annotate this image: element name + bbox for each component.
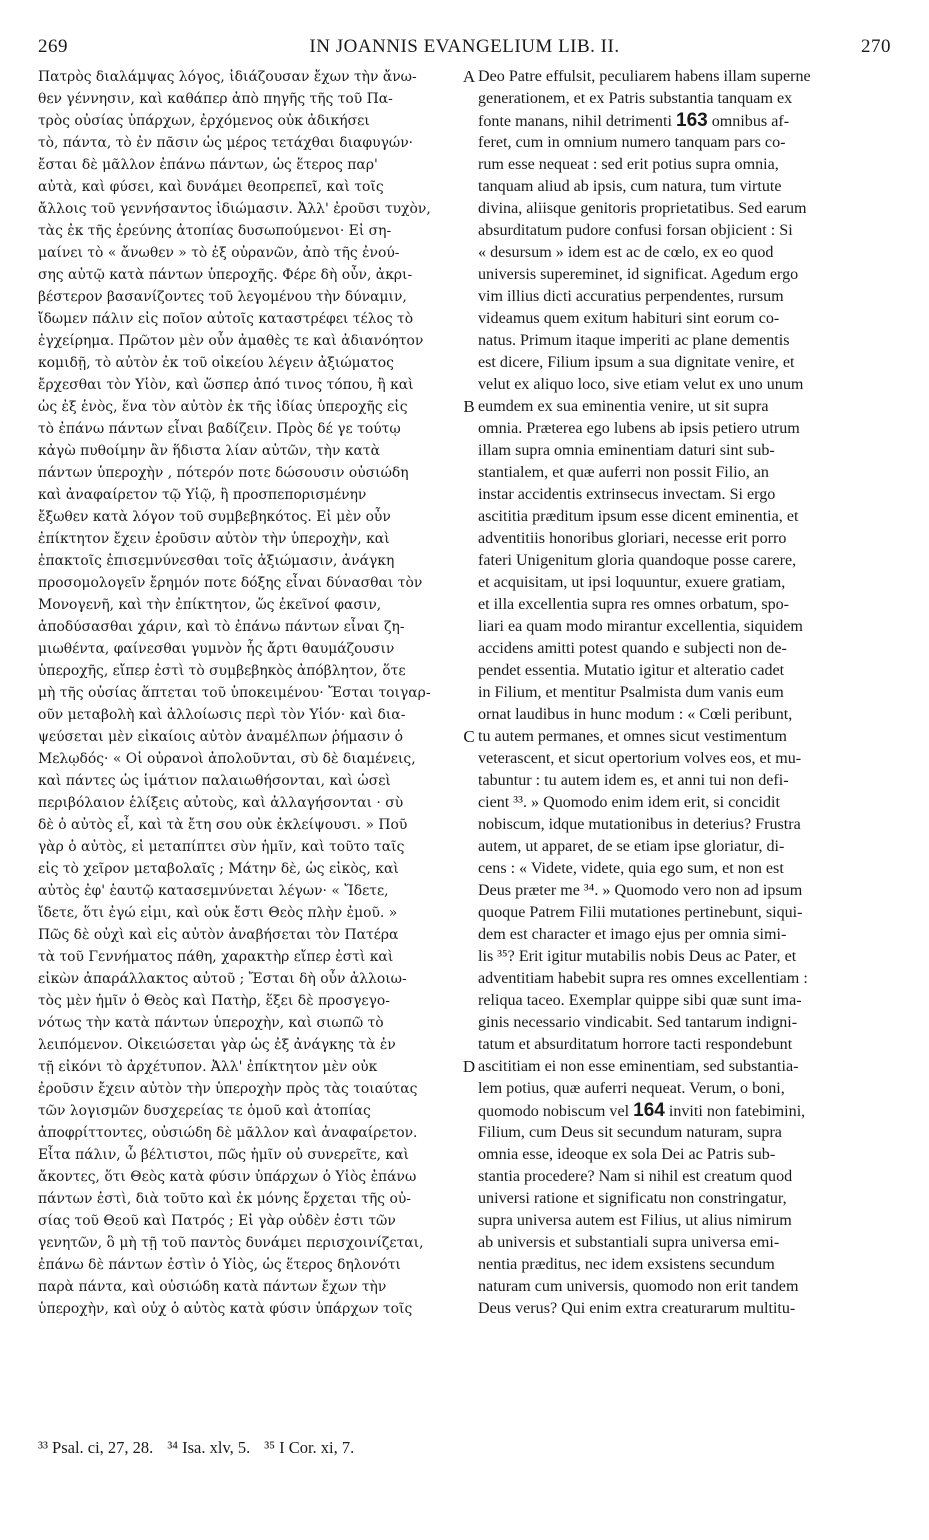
- greek-text-line: ἄκοντες, ὅτι Θεὸς κατὰ φύσιν ὑπάρχων ὁ Υἱὸς ἐπάνω: [38, 1169, 417, 1185]
- latin-text-line: quoque Patrem Filii mutationes pertinebunt, siqui-: [478, 904, 803, 921]
- column-number-marker: 163: [676, 110, 708, 131]
- greek-text-line: μαίνει τὸ « ἄνωθεν » τὸ ἐξ οὐρανῶν, ἀπὸ τῆς ἐνού-: [38, 245, 400, 261]
- greek-text-line: Μελῳδός· « Οἱ οὐρανοὶ ἀπολοῦνται, σὺ δὲ διαμένεις,: [38, 751, 416, 767]
- latin-text-line: accidens amitti potest quando e subjecti non de-: [478, 640, 787, 657]
- latin-text-line: lem potius, quæ auferri nequeat. Verum, o boni,: [478, 1080, 785, 1097]
- latin-column: [478, 66, 891, 1320]
- greek-text-line: εἰς τὸ χεῖρον μεταβολαῖς ; Μάτην δὲ, ὡς εἰκὸς, καὶ: [38, 861, 399, 877]
- latin-text-segment: omnibus af-: [707, 113, 790, 130]
- running-title: IN JOANNIS EVANGELIUM LIB. II.: [309, 36, 620, 57]
- greek-text-line: ψεύσεται μὲν εἰκαίοις αὐτὸν ἀναμέλπων ῥήμασιν ὁ: [38, 729, 403, 745]
- latin-text-line: Deus verus? Qui enim extra creaturarum multitu-: [478, 1300, 796, 1317]
- greek-text-line: θεν γέννησιν, καὶ καθάπερ ἀπὸ πηγῆς τῆς τοῦ Πα-: [38, 91, 393, 107]
- greek-text-line: ἔσται δὲ μᾶλλον ἐπάνω πάντων, ὡς ἕτερος παρ': [38, 157, 378, 173]
- running-header: [38, 36, 891, 60]
- footnote: ³⁴ Isa. xlv, 5.: [167, 1438, 251, 1457]
- greek-text-line: νότως τὴν κατὰ πάντων ὑπεροχὴν, καὶ σιωπῶ τὸ: [38, 1015, 384, 1031]
- greek-text-line: ἔξωθεν κατὰ λόγον τοῦ συμβεβηκότος. Εἰ μὲν οὖν: [38, 509, 391, 525]
- margin-letter-a: A: [462, 67, 476, 86]
- greek-text-line: τῶν λογισμῶν δυσχερείας τε ὁμοῦ καὶ ἀτοπίας: [38, 1103, 371, 1119]
- latin-text-line: et acquisitam, ut ipsi loquuntur, exuere gratiam,: [478, 574, 786, 591]
- latin-text-line: rum esse nequeat : sed erit potius supra omnia,: [478, 156, 779, 173]
- greek-text-line: σης αὐτῷ κατὰ πάντων ὑπεροχῆς. Φέρε δὴ οὖν, ἀκρι-: [38, 267, 413, 283]
- latin-text-line: universis supereminet, id significat. Agedum ergo: [478, 266, 799, 283]
- greek-text-line: βέστερον βασανίζοντες τοῦ λεγομένου τὴν δύναμιν,: [38, 289, 407, 305]
- greek-text-line: γὰρ ὁ αὐτὸς, εἰ μεταπίπτει σὺν ἡμῖν, καὶ τοῦτο ταῖς: [38, 839, 405, 855]
- latin-text-line: velut ex aliquo loco, sive etiam velut ex uno unum: [478, 376, 804, 393]
- greek-text-line: πάντων ὑπεροχὴν , πότερόν ποτε δώσουσιν οὐσιώδη: [38, 465, 409, 481]
- greek-text-line: λειπόμενον. Οἰκειώσεται γὰρ ὡς ἐξ ἀνάγκης τὰ ἐν: [38, 1037, 396, 1053]
- greek-text-line: ἐροῦσιν ἔχειν αὐτὸν τὴν ὑπεροχὴν πρὸς τὰς τοιαύτας: [38, 1081, 418, 1097]
- latin-text-line: liari ea quam modo mirantur excellentia, siquidem: [478, 618, 803, 635]
- greek-text-line: ἐπάνω δὲ πάντων ἐστὶν ὁ Υἱὸς, ὡς ἕτερος δηλονότι: [38, 1257, 401, 1273]
- latin-text-line: Filium, cum Deus sit secundum naturam, supra: [478, 1124, 782, 1141]
- latin-text-line: veterascent, et sicut opertorium volves eos, et mu-: [478, 750, 802, 767]
- footnote: ³⁵ I Cor. xi, 7.: [264, 1438, 355, 1457]
- greek-text-line: κἀγὼ πυθοίμην ἂν ἥδιστα λίαν αὐτῶν, τὴν κατὰ: [38, 443, 380, 459]
- latin-text-line: omnia. Præterea ego lubens ab ipsis petiero utrum: [478, 420, 800, 437]
- latin-text-segment: inviti non fatebimini,: [664, 1103, 806, 1120]
- latin-text-line: [478, 1100, 891, 1122]
- greek-text-line: περιβόλαιον ἑλίξεις αὐτοὺς, καὶ ἀλλαγήσονται · σὺ: [38, 795, 404, 811]
- latin-text-line: reliqua taceo. Exemplar quippe sibi quæ sunt ima-: [478, 992, 802, 1009]
- latin-text-line: instar accidentis extrinsecus invectam. Si ergo: [478, 486, 776, 503]
- latin-text-line: universi ratione et significatu non constringatur,: [478, 1190, 787, 1207]
- greek-text-line: τὸς μὲν ἡμῖν ὁ Θεὸς καὶ Πατὴρ, ἕξει δὲ προσγεγο-: [38, 993, 390, 1009]
- latin-text-segment: quomodo nobiscum vel: [478, 1103, 634, 1120]
- greek-text-line: ὑπεροχὴν, καὶ οὐχ ὁ αὐτὸς κατὰ φύσιν ὑπάρχων τοῖς: [38, 1301, 413, 1317]
- greek-text-line: Μονογενῆ, καὶ τὴν ἐπίκτητον, ὥς ἐκεῖνοί φασιν,: [38, 597, 382, 613]
- latin-text-line: pendet essentia. Mutatio igitur et alteratio cadet: [478, 662, 785, 679]
- greek-text-line: τῇ εἰκόνι τὸ ἀρχέτυπον. Ἀλλ' ἐπίκτητον μὲν οὐκ: [38, 1059, 378, 1075]
- latin-text-line: supra universa autem est Filius, ut alius nimirum: [478, 1212, 792, 1229]
- latin-text-line: divina, aliisque genitoris proprietatibus. Sed earum: [478, 200, 807, 217]
- latin-text-line: et illa excellentia supra res omnes orbatum, spo-: [478, 596, 790, 613]
- greek-text-line: τὰ τοῦ Γεννήματος πάθη, χαρακτὴρ εἴπερ ἐστὶ καὶ: [38, 949, 394, 965]
- latin-text-line: adventitiam habebit supra res omnes excellentiam :: [478, 970, 808, 987]
- latin-text-line: videamus quem exitum habituri sint eorum co-: [478, 310, 780, 327]
- latin-text-line: ascititiam ei non esse eminentiam, sed substantia-: [478, 1058, 799, 1075]
- greek-text-line: ἐγχείρημα. Πρῶτον μὲν οὖν ἀμαθὲς τε καὶ ἀδιανόητον: [38, 333, 424, 349]
- greek-text-line: τὰς ἐκ τῆς ἐρεύνης ἀτοπίας δυσωπούμενοι· Εἰ ση-: [38, 223, 392, 239]
- latin-text-line: Deo Patre effulsit, peculiarem habens illam superne: [478, 68, 811, 85]
- latin-text-line: lis ³⁵? Erit igitur mutabilis nobis Deus ac Pater, et: [478, 948, 797, 965]
- greek-text-line: ἄλλοις τοῦ γεννήσαντος ἰδιώμασιν. Ἀλλ' ἐροῦσι τυχὸν,: [38, 201, 431, 217]
- latin-text-line: adventitiis honoribus gloriari, necesse erit porro: [478, 530, 787, 547]
- greek-text-line: ἴδετε, ὅτι ἐγώ εἰμι, καὶ οὐκ ἔστι Θεὸς πλὴν ἐμοῦ. »: [38, 905, 398, 921]
- greek-text-line: αὐτὰ, καὶ φύσει, καὶ δυνάμει θεοπρεπεῖ, καὶ τοῖς: [38, 179, 384, 195]
- greek-text-line: ἐπίκτητον ἔχειν ἐροῦσιν αὐτὸν τὴν ὑπεροχὴν, καὶ: [38, 531, 390, 547]
- greek-text-line: τὸ ἐπάνω πάντων εἶναι βαδίζειν. Πρὸς δέ γε τούτῳ: [38, 421, 401, 437]
- column-number-marker: 164: [633, 1100, 665, 1121]
- latin-text-line: eumdem ex sua eminentia venire, ut sit supra: [478, 398, 769, 415]
- latin-text-line: ginis necessario vindicabit. Sed tantarum indigni-: [478, 1014, 798, 1031]
- greek-text-line: μὴ τῆς οὐσίας ἅπτεται τοῦ ὑποκειμένου· Ἔσται τοιγαρ-: [38, 685, 431, 701]
- greek-text-line: σίας τοῦ Θεοῦ καὶ Πατρός ; Εἰ γὰρ οὐδὲν ἐστι τῶν: [38, 1213, 396, 1229]
- latin-text-line: ornat laudibus in hunc modum : « Cœli peribunt,: [478, 706, 793, 723]
- greek-text-line: ἔρχεσθαι τὸν Υἱὸν, καὶ ὥσπερ ἀπό τινος τόπου, ἢ καὶ: [38, 377, 414, 393]
- left-page-number: 269: [38, 36, 68, 57]
- greek-text-line: δὲ ὁ αὐτὸς εἶ, καὶ τὰ ἔτη σου οὐκ ἐκλείψουσι. » Ποῦ: [38, 817, 408, 833]
- footnote: ³³ Psal. ci, 27, 28.: [38, 1438, 154, 1457]
- latin-text-line: generationem, et ex Patris substantia tanquam ex: [478, 90, 793, 107]
- latin-text-line: naturam cum universis, quomodo non erit tandem: [478, 1278, 799, 1295]
- latin-text-line: ascititia præditum ipsum esse dicent eminentia, et: [478, 508, 799, 525]
- greek-text-line: εἰκὼν ἀπαράλλακτος αὐτοῦ ; Ἔσται δὴ οὖν ἀλλοιω-: [38, 971, 407, 987]
- latin-text-line: absurditatum pudore confusi forsan objicient : Si: [478, 222, 793, 239]
- latin-text-line: tabuntur : tu autem idem es, et anni tui non defi-: [478, 772, 789, 789]
- greek-text-line: Πῶς δὲ οὐχὶ καὶ εἰς αὐτὸν ἀναβήσεται τὸν Πατέρα: [38, 927, 399, 943]
- greek-text-line: ἴδωμεν πάλιν εἰς ποῖον αὐτοῖς καταστρέφει τέλος τὸ: [38, 311, 414, 327]
- greek-text-line: ὡς ἐξ ἑνὸς, ἕνα τὸν αὐτὸν ἐκ τῆς ἰδίας ὑπεροχῆς εἰς: [38, 399, 408, 415]
- latin-text-line: « desursum » idem est ac de cœlo, ex eo quod: [478, 244, 774, 261]
- greek-text-line: κομιδῇ, τὸ αὐτὸν ἐκ τοῦ οἰκείου λέγειν ἀξιώματος: [38, 355, 394, 371]
- right-page-number: 270: [861, 36, 891, 57]
- latin-text-line: tu autem permanes, et omnes sicut vestimentum: [478, 728, 787, 745]
- latin-text-line: fateri Unigenitum gloria quandoque posse carere,: [478, 552, 797, 569]
- latin-text-line: [478, 110, 891, 132]
- latin-text-line: nentia præditus, nec idem exsistens secundum: [478, 1256, 775, 1273]
- greek-text-line: αὐτὸς ἐφ' ἑαυτῷ κατασεμνύνεται λέγων· « Ἴδετε,: [38, 883, 389, 899]
- greek-column: [38, 66, 458, 1320]
- greek-text-line: Εἶτα πάλιν, ὦ βέλτιστοι, πῶς ἡμῖν οὐ συνερεῖτε, καὶ: [38, 1147, 409, 1163]
- latin-text-line: vim illius dicti accuratius perpendentes, rursum: [478, 288, 784, 305]
- greek-text-line: τρὸς οὐσίας ὑπάρχων, ἐρχόμενος οὐκ ἀδικήσει: [38, 113, 370, 129]
- latin-text-line: illam supra omnia eminentiam daturi sint sub-: [478, 442, 775, 459]
- latin-text-line: nobiscum, idque mutationibus in deterius? Frustra: [478, 816, 801, 833]
- greek-text-line: πάντων ἐστὶ, διὰ τοῦτο καὶ ἐκ μόνης ἔρχεται τῆς οὐ-: [38, 1191, 411, 1207]
- latin-text-line: est dicere, Filium ipsum a sua dignitate venire, et: [478, 354, 795, 371]
- greek-text-line: ἀποφρίττοντες, οὐσιώδη δὲ μᾶλλον καὶ ἀναφαίρετον.: [38, 1125, 418, 1141]
- latin-text-line: feret, cum in omnium numero tanquam pars co-: [478, 134, 786, 151]
- latin-text-segment: fonte manans, nihil detrimenti: [478, 113, 676, 130]
- greek-text-line: ὑπεροχῆς, εἴπερ ἐστὶ τὸ συμβεβηκὸς ἀπόβλητον, ὅτε: [38, 663, 406, 679]
- latin-text-line: stantia procedere? Nam si nihil est creatum quod: [478, 1168, 793, 1185]
- greek-text-line: προσομολογεῖν ἔρημόν ποτε δόξης εἶναι δύνασθαι τὸν: [38, 575, 423, 591]
- latin-text-line: tanquam aliud ab ipsis, cum natura, tum virtute: [478, 178, 782, 195]
- margin-letter-d: D: [462, 1057, 476, 1076]
- greek-text-line: τὸ, πάντα, τὸ ἐν πᾶσιν ὡς μέρος τετάχθαι διαφυγών·: [38, 135, 414, 151]
- footnotes: [38, 1438, 368, 1458]
- latin-text-line: Deus præter me ³⁴. » Quomodo vero non ad ipsum: [478, 882, 803, 899]
- latin-text-line: autem, ut apparet, de se etiam ipse gloriatur, di-: [478, 838, 785, 855]
- greek-text-line: μιωθέντα, φαίνεσθαι γυμνὸν ἧς ἄρτι θαυμάζουσιν: [38, 641, 395, 657]
- latin-text-line: cens : « Videte, videte, quia ego sum, et non est: [478, 860, 784, 877]
- greek-text-line: καὶ ἀναφαίρετον τῷ Υἱῷ, ἢ προσπεπορισμένην: [38, 487, 367, 503]
- latin-text-line: cient ³³. » Quomodo enim idem erit, si concidit: [478, 794, 780, 811]
- latin-text-line: in Filium, et mentitur Psalmista dum vanis eum: [478, 684, 784, 701]
- latin-text-line: ab universis et substantiali supra universa emi-: [478, 1234, 780, 1251]
- latin-text-line: natus. Primum itaque imperiti ac plane dementis: [478, 332, 790, 349]
- greek-text-line: γενητῶν, ὃ μὴ τῇ τοῦ παντὸς δυνάμει περισχοινίζεται,: [38, 1235, 424, 1251]
- latin-text-line: tatum et absurditatum horrore tacti respondebunt: [478, 1036, 793, 1053]
- greek-text-line: καὶ πάντες ὡς ἱμάτιον παλαιωθήσονται, καὶ ὡσεὶ: [38, 773, 391, 789]
- greek-text-line: Πατρὸς διαλάμψας λόγος, ἰδιάζουσαν ἔχων τὴν ἄνω-: [38, 69, 417, 85]
- margin-letter-b: B: [463, 397, 475, 416]
- latin-text-line: stantialem, et quæ auferri non possit Filio, an: [478, 464, 769, 481]
- greek-text-line: οῦν μεταβολὴ καὶ ἀλλοίωσις περὶ τὸν Υἱόν· καὶ δια-: [38, 707, 406, 723]
- latin-text-line: dem est character et imago ejus per omnia simi-: [478, 926, 787, 943]
- margin-letter-c: C: [463, 727, 475, 746]
- latin-text-line: omnia esse, ideoque ex sola Dei ac Patris sub-: [478, 1146, 776, 1163]
- greek-text-line: ἀποδύσασθαι χάριν, καὶ τὸ ἐπάνω πάντων εἶναι ζη-: [38, 619, 405, 635]
- greek-text-line: παρὰ πάντα, καὶ οὐσιώδη κατὰ πάντων ἔχων τὴν: [38, 1279, 387, 1295]
- greek-text-line: ἐπακτοῖς ἐπισεμνύνεσθαι τοῖς ἀξιώμασιν, ἀνάγκη: [38, 553, 395, 569]
